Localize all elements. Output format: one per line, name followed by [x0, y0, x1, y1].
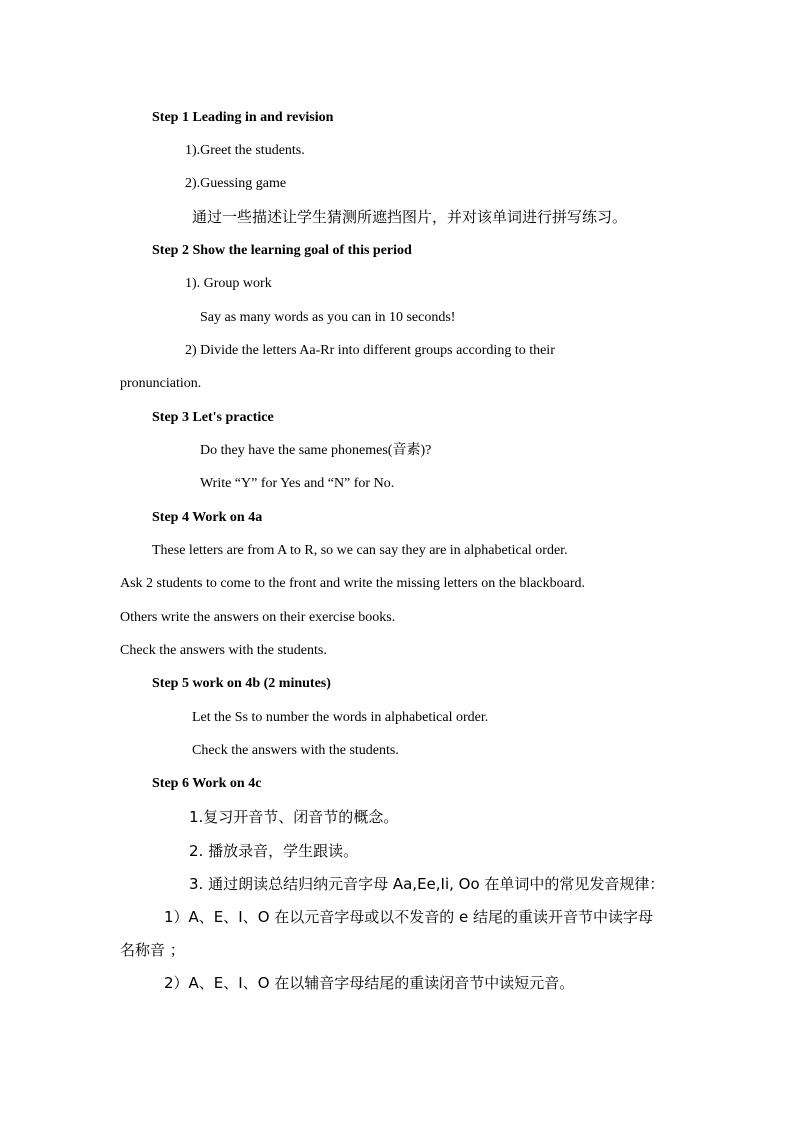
step-6-item-3: 3. 通过朗读总结归纳元音字母 Aa,Ee,Ii, Oo 在单词中的常见发音规律：	[189, 875, 665, 893]
step-4-line-2: Ask 2 students to come to the front and write the missing letters on the blackboard.	[120, 576, 586, 591]
step-4-line-1: These letters are from A to R, so we can say they are in alphabetical order.	[152, 543, 568, 558]
step-6-item-2: 2. 播放录音，学生跟读。	[189, 842, 359, 860]
step-4-heading: Step 4 Work on 4a	[152, 510, 263, 525]
step-5-heading: Step 5 work on 4b (2 minutes)	[152, 676, 331, 691]
step-3-instruction: Write “Y” for Yes and “N” for No.	[200, 476, 395, 491]
step-2-heading: Step 2 Show the learning goal of this period	[152, 243, 412, 258]
step-3-question: Do they have the same phonemes(音素)?	[200, 443, 432, 458]
step-4-line-4: Check the answers with the students.	[120, 643, 327, 658]
step-1-heading: Step 1 Leading in and revision	[152, 110, 334, 125]
step-6-rule-1-continued: 名称音 ；	[120, 941, 185, 959]
step-2-item-2-continued: pronunciation.	[120, 376, 202, 391]
step-6-rule-1: 1）A、E、I、O 在以元音字母或以不发音的 e 结尾的重读开音节中读字母	[164, 908, 654, 926]
step-4-line-3: Others write the answers on their exercise books.	[120, 610, 396, 625]
step-3-heading: Step 3 Let's practice	[152, 410, 274, 425]
step-5-line-2: Check the answers with the students.	[192, 743, 399, 758]
step-2-item-2: 2) Divide the letters Aa-Rr into different groups according to their	[185, 343, 555, 358]
step-1-item-1: 1).Greet the students.	[185, 143, 305, 158]
step-5-line-1: Let the Ss to number the words in alphabetical order.	[192, 710, 489, 725]
step-6-heading: Step 6 Work on 4c	[152, 776, 262, 791]
step-6-rule-2: 2）A、E、I、O 在以辅音字母结尾的重读闭音节中读短元音。	[164, 974, 575, 992]
step-2-item-1-detail: Say as many words as you can in 10 seconds!	[200, 310, 456, 325]
step-1-item-2: 2).Guessing game	[185, 176, 287, 191]
step-6-item-1: 1.复习开音节、闭音节的概念。	[189, 808, 399, 826]
step-2-item-1: 1). Group work	[185, 276, 272, 291]
step-1-description: 通过一些描述让学生猜测所遮挡图片，并对该单词进行拼写练习。	[192, 208, 628, 226]
